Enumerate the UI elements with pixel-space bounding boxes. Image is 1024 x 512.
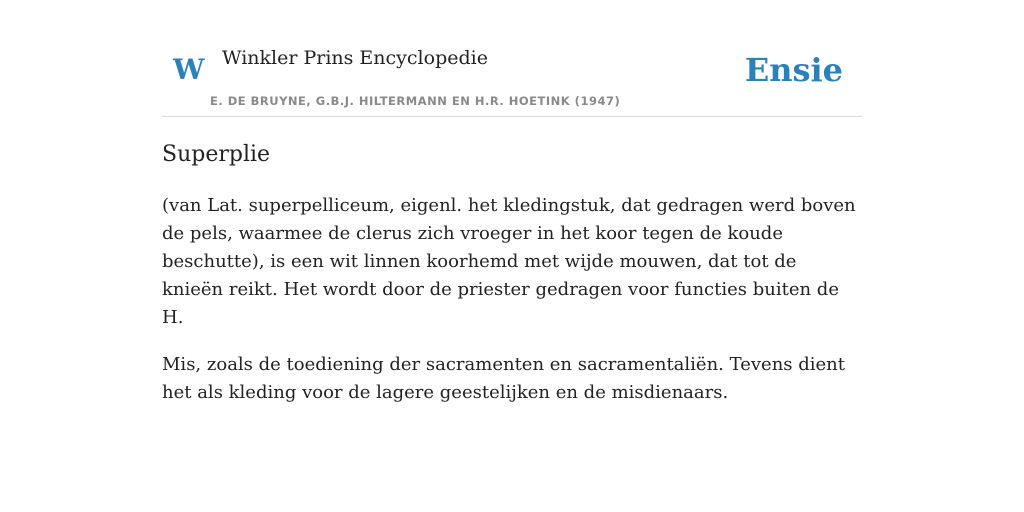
source-logo-icon[interactable]: W — [173, 53, 205, 86]
article-title: Superplie — [162, 142, 271, 167]
article-paragraph: (van Lat. superpelliceum, eigenl. het kledingstuk, dat gedragen werd boven de pels, waarmee de clerus zich vroeger in het koor tegen de koude beschutte), is een wit linnen koorhemd met wijde mouwen, dat tot de knieën reikt. Het wordt door de priester gedragen voor functies buiten de H. — [162, 195, 856, 328]
article-body — [162, 192, 862, 426]
source-title[interactable]: Winkler Prins Encyclopedie — [222, 47, 488, 69]
page — [162, 0, 862, 403]
source-authors: E. DE BRUYNE, G.B.J. HILTERMANN EN H.R. HOETINK (1947) — [210, 94, 621, 108]
article-paragraph: Mis, zoals de toediening der sacramenten en sacramentaliën. Tevens dient het als kleding voor de lagere geestelijken en de misdienaars. — [162, 354, 845, 403]
source-header — [162, 0, 862, 117]
brand-logo[interactable]: Ensie — [744, 51, 843, 89]
